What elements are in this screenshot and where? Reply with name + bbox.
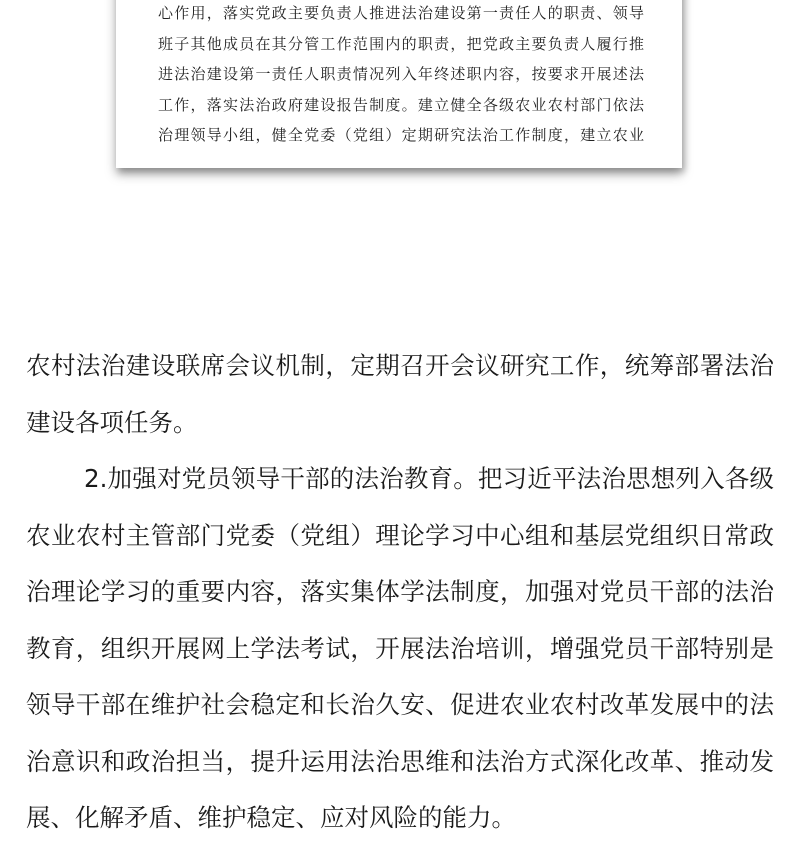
body-line: 建设各项任务。	[26, 407, 198, 437]
body-line: 教育，组织开展网上学法考试，开展法治培训，增强党员干部特别是	[26, 633, 774, 663]
body-line: 农业农村主管部门党委（党组）理论学习中心组和基层党组织日常政	[26, 520, 774, 550]
page-preview-line: 进法治建设第一责任人职责情况列入年终述职内容，按要求开展述法	[158, 65, 644, 83]
body-line: 治意识和政治担当，提升运用法治思维和法治方式深化改革、推动发	[26, 746, 774, 776]
section-heading-line: 2.加强对党员领导干部的法治教育。把习近平法治思想列入各级	[84, 464, 774, 493]
page-preview-line: 工作，落实法治政府建设报告制度。建立健全各级农业农村部门依法	[158, 95, 644, 114]
body-line: 治理论学习的重要内容，落实集体学法制度，加强对党员干部的法治	[26, 577, 774, 606]
article-body	[26, 338, 774, 847]
page-preview-line: 治理领导小组，健全党委（党组）定期研究法治工作制度，建立农业	[158, 126, 644, 144]
page-preview-line: 班子其他成员在其分管工作范围内的职责，把党政主要负责人履行推	[158, 34, 644, 53]
page-preview-text	[158, 0, 644, 151]
body-line: 领导干部在维护社会稳定和长治久安、促进农业农村改革发展中的法	[26, 690, 774, 719]
body-line: 农村法治建设联席会议机制，定期召开会议研究工作，统筹部署法治	[26, 351, 774, 380]
page-preview-line: 心作用，落实党政主要负责人推进法治建设第一责任人的职责、领导	[158, 4, 644, 22]
document-page-preview	[116, 0, 682, 168]
body-line: 展、化解矛盾、维护稳定、应对风险的能力。	[26, 803, 516, 832]
